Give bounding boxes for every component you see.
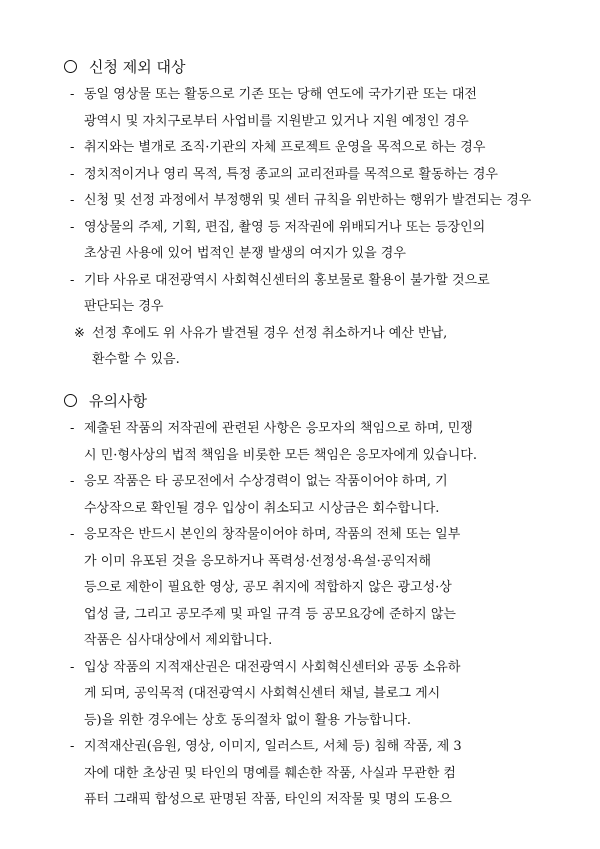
dash-bullet: - xyxy=(70,474,75,489)
dash-bullet: - xyxy=(70,527,75,542)
list-item xyxy=(64,188,554,215)
dash-bullet: - xyxy=(70,272,75,288)
dash-bullet: - xyxy=(70,140,75,155)
list-item xyxy=(64,655,554,735)
circle-bullet-icon xyxy=(64,60,77,73)
dash-bullet: - xyxy=(70,193,75,208)
list-item-text: 입상 작품의 지적재산권은 대전광역시 사회혁신센터와 공동 소유하 게 되며, 공익목적 (대전광역시 사회혁신센터 채널, 블로그 게시 등)을 위한 경우에는 상호 동의절차 없이 활용 가능합니다. xyxy=(84,659,461,728)
list-item-text: 응모 작품은 타 공모전에서 수상경력이 없는 작품이어야 하며, 기 수상작으로 확인될 경우 입상이 취소되고 시상금은 회수합니다. xyxy=(84,474,448,516)
list-item-text: 취지와는 별개로 조직·기관의 자체 프로젝트 운영을 목적으로 하는 경우 xyxy=(84,140,486,155)
list-item xyxy=(64,522,554,655)
list-item-text: 기타 사유로 대전광역시 사회혁신센터의 홍보물로 활용이 불가할 것으로 판단되는 경우 xyxy=(84,272,490,314)
list-item-text: 신청 및 선정 과정에서 부정행위 및 센터 규칙을 위반하는 행위가 발견되는 경우 xyxy=(84,193,532,208)
dash-bullet: - xyxy=(70,659,75,675)
list-item xyxy=(64,268,554,321)
list-item-text: 정치적이거나 영리 목적, 특정 종교의 교리전파를 목적으로 활동하는 경우 xyxy=(84,166,498,182)
list-item-text: 동일 영상물 또는 활동으로 기존 또는 당해 연도에 국가기관 또는 대전 광역시 및 자치구로부터 사업비를 지원받고 있거나 지원 예정인 경우 xyxy=(84,87,477,129)
list-item xyxy=(64,82,554,135)
section-notices xyxy=(64,388,554,814)
section-title: 유의사항 xyxy=(89,391,147,410)
list-item-text: 응모작은 반드시 본인의 창작물이어야 하며, 작품의 전체 또는 일부 가 이미 유포된 것을 응모하거나 폭력성·선정성·욕설·공익저해 등으로 제한이 필요한 영상, 공모 취지에 적합하지 않은 광고성·상 업성 글, 그리고 공모주제 및 파일 규격 등 공모요강에 준하지 않는 작품은 심사대상에서 제외합니다. xyxy=(84,527,461,648)
dash-bullet: - xyxy=(70,421,75,436)
list-item-text: 영상물의 주제, 기획, 편집, 촬영 등 저작권에 위배되거나 또는 등장인의 초상권 사용에 있어 법적인 분쟁 발생의 여지가 있을 경우 xyxy=(84,219,486,261)
list-item xyxy=(64,135,554,162)
list-item-text: 지적재산권(음원, 영상, 이미지, 일러스트, 서체 등) 침해 작품, 제 3 자에 대한 초상권 및 타인의 명예를 훼손한 작품, 사실과 무관한 컴 퓨터 그래픽 합성으로 판명된 작품, 타인의 저작물 및 명의 도용으 xyxy=(84,739,462,807)
dash-bullet: - xyxy=(70,87,75,102)
note xyxy=(64,321,554,374)
list-item xyxy=(64,734,554,814)
list-item xyxy=(64,469,554,522)
list-item xyxy=(64,162,554,189)
circle-bullet-icon xyxy=(64,394,77,407)
dash-bullet: - xyxy=(70,166,75,182)
reference-mark-icon: ※ xyxy=(74,325,85,341)
list-item xyxy=(64,215,554,268)
dash-bullet: - xyxy=(70,219,75,235)
section-heading xyxy=(64,388,554,412)
section-title: 신청 제외 대상 xyxy=(89,57,186,76)
dash-bullet: - xyxy=(70,739,75,754)
note-text: 선정 후에도 위 사유가 발견될 경우 선정 취소하거나 예산 반납, 환수할 수 있음. xyxy=(92,325,448,367)
section-heading xyxy=(64,54,554,78)
list-item xyxy=(64,416,554,469)
section-exclusions xyxy=(64,54,554,374)
list-item-text: 제출된 작품의 저작권에 관련된 사항은 응모자의 책임으로 하며, 민쟁 시 민·형사상의 법적 책임을 비롯한 모든 책임은 응모자에게 있습니다. xyxy=(84,421,477,463)
